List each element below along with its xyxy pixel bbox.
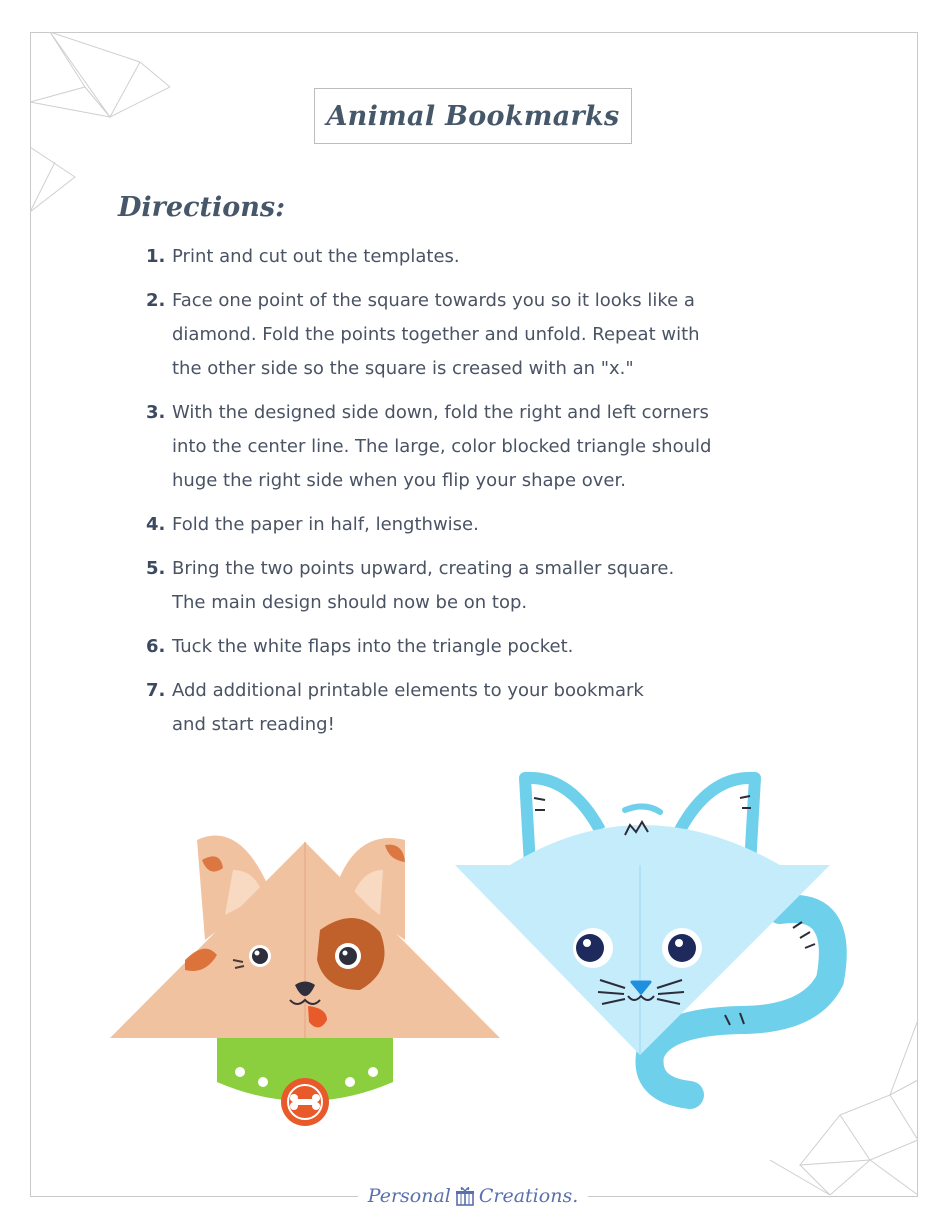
footer-divider xyxy=(588,1196,918,1197)
footer-divider xyxy=(30,1196,360,1197)
step-text: Print and cut out the templates. xyxy=(172,246,460,267)
step-text: Face one point of the square towards you so it looks like a diamond. Fold the points together and unfold. Repeat with the other side so the square is creased with an "x." xyxy=(172,290,700,379)
step-number: 3. xyxy=(146,402,166,423)
gift-icon xyxy=(454,1185,476,1207)
list-item xyxy=(146,284,846,386)
title-box xyxy=(314,88,632,144)
step-number: 5. xyxy=(146,558,166,579)
page-title: Animal Bookmarks xyxy=(326,100,620,132)
brand-name-right: Creations. xyxy=(478,1185,579,1207)
step-number: 6. xyxy=(146,636,166,657)
step-number: 4. xyxy=(146,514,166,535)
cat-bookmark-illustration xyxy=(450,770,850,1110)
step-text: Bring the two points upward, creating a smaller square. The main design should now be on top. xyxy=(172,558,675,613)
dog-bookmark-illustration xyxy=(105,820,505,1130)
list-item xyxy=(146,396,846,498)
step-number: 1. xyxy=(146,246,166,267)
step-text: Add additional printable elements to your bookmark and start reading! xyxy=(172,680,644,735)
brand-logo xyxy=(358,1178,588,1214)
step-number: 7. xyxy=(146,680,166,701)
list-item xyxy=(146,552,846,620)
list-item xyxy=(146,674,846,742)
step-text: Fold the paper in half, lengthwise. xyxy=(172,514,479,535)
list-item xyxy=(146,630,846,664)
step-number: 2. xyxy=(146,290,166,311)
step-text: Tuck the white flaps into the triangle pocket. xyxy=(172,636,574,657)
directions-list xyxy=(146,240,846,752)
brand-name-left: Personal xyxy=(367,1185,451,1207)
list-item xyxy=(146,508,846,542)
list-item xyxy=(146,240,846,274)
directions-heading: Directions: xyxy=(118,192,286,223)
step-text: With the designed side down, fold the right and left corners into the center line. The large, color blocked triangle should huge the right side when you flip your shape over. xyxy=(172,402,712,491)
